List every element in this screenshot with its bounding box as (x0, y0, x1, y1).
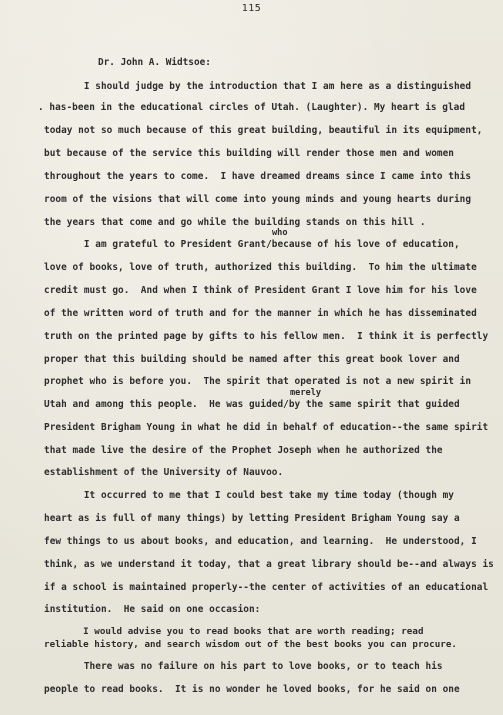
salutation: Dr. John A. Widtsoe: (98, 57, 211, 68)
text-line: institution. He said on one occasion: (44, 604, 261, 615)
text-line: heart as is full of many things) by letting President Brigham Young say a (44, 513, 460, 524)
text-line: prophet who is before you. The spirit that operated is not a new spirit in (44, 376, 472, 387)
text-line: I am grateful to President Grant/because of his love of education, (44, 239, 460, 250)
text-line: establishment of the University of Nauvoo. (44, 467, 284, 478)
text-line: think, as we understand it today, that a great library should be--and always is (44, 559, 494, 570)
text-line: . has-been in the educational circles of Utah. (Laughter). My heart is glad (38, 102, 466, 113)
text-line: if a school is maintained properly--the center of activities of an educational (44, 582, 489, 593)
text-line: room of the visions that will come into young minds and young hearts during (44, 194, 472, 205)
text-line: love of books, love of truth, authorized this building. To him the ultimate (44, 262, 477, 273)
text-line: people to read books. It is no wonder he loved books, for he said on one (44, 684, 460, 695)
quote-line: I would advise you to read books that are worth reading; read (44, 626, 424, 637)
text-line: truth on the printed page by gifts to his fellow men. I think it is perfectly (44, 331, 489, 342)
text-line: that made live the desire of the Prophet Joseph when he authorized the (44, 445, 443, 456)
text-line: few things to us about books, and education, and learning. He understood, I (44, 536, 477, 547)
text-line: the years that come and go while the building stands on this hill . (44, 217, 426, 228)
text-line: but because of the service this building will render those men and women (44, 148, 454, 159)
text-line: I should judge by the introduction that I am here as a distinguished (44, 81, 472, 92)
text-line: of the written word of truth and for the manner in which he has disseminated (44, 308, 477, 319)
handwritten-insert-who: who (272, 228, 288, 238)
text-line: It occurred to me that I could best take my time today (though my (44, 490, 454, 501)
handwritten-insert-merely: merely (290, 388, 322, 398)
text-line: There was no failure on his part to love books, or to teach his (44, 661, 443, 672)
quote-line: reliable history, and search wisdom out of the best books you can procure. (44, 639, 458, 650)
text-line: President Brigham Young in what he did in behalf of education--the same spirit (44, 422, 489, 433)
text-line: throughout the years to come. I have dreamed dreams since I came into this (44, 171, 472, 182)
text-line: proper that this building should be named after this great book lover and (44, 354, 460, 365)
text-line: credit must go. And when I think of President Grant I love him for his love (44, 285, 477, 296)
text-line: Utah and among this people. He was guided/by the same spirit that guided (44, 399, 460, 410)
page-number: 115 (241, 3, 262, 14)
text-line: today not so much because of this great building, beautiful in its equipment, (44, 125, 483, 136)
